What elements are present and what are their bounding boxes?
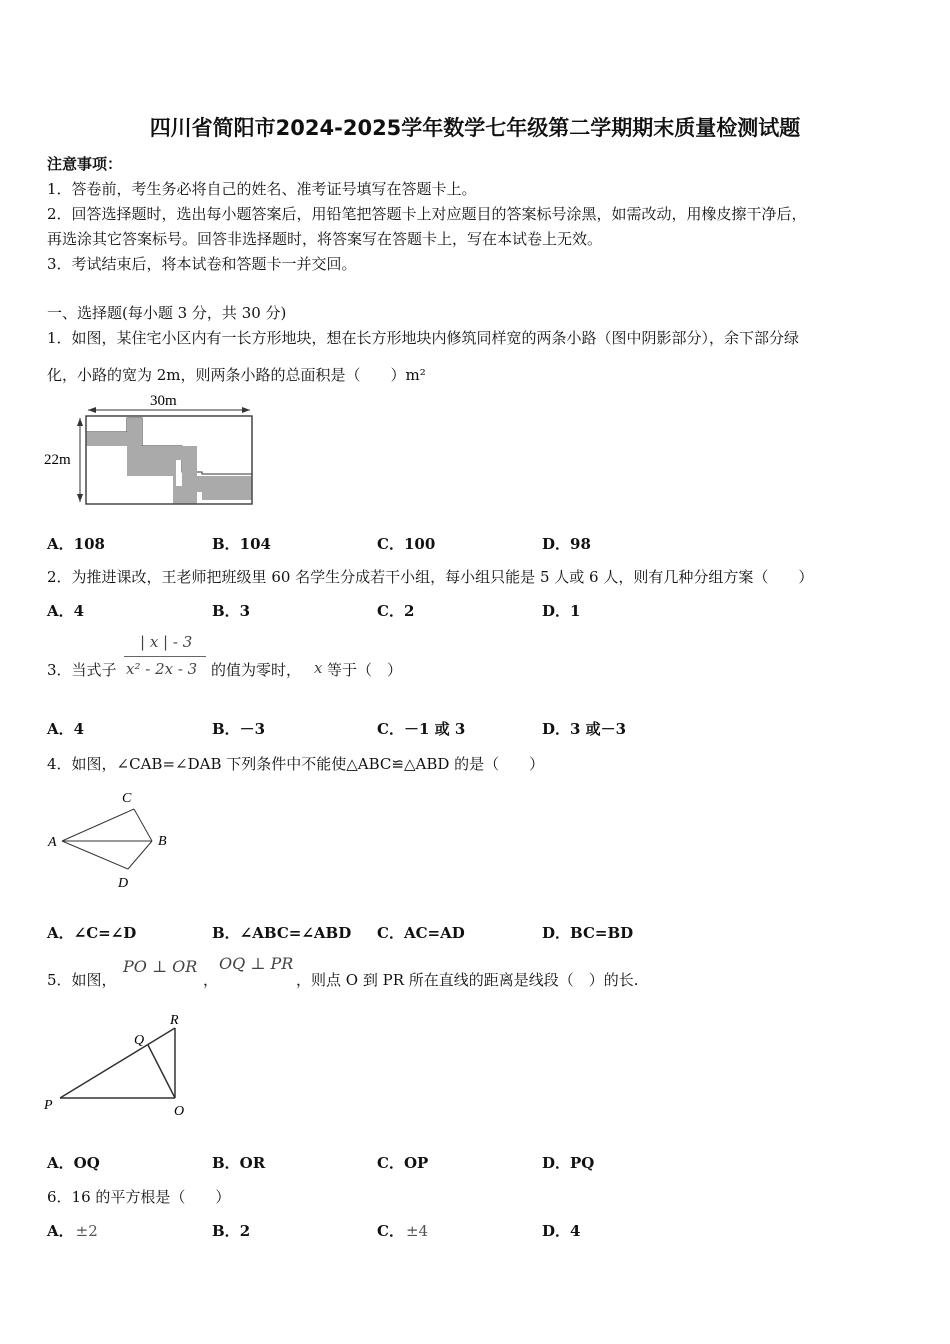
option-value: ±2 (75, 1222, 98, 1240)
option-d (542, 1220, 580, 1241)
notice-item: 3．考试结束后，将本试卷和答题卡一并交回。 (47, 255, 357, 273)
notice-heading: 注意事项： (47, 155, 123, 173)
option-b: B．∠ABC=∠ABD (212, 924, 352, 942)
expr-oq-perp-pr: OQ ⊥ PR (219, 954, 294, 973)
question-1-line1: 1．如图，某住宅小区内有一长方形地块，想在长方形地块内修筑同样宽的两条小路（图中阴影部分），余下部分绿 (47, 329, 800, 347)
label-c: C (122, 791, 132, 806)
option-c: C．100 (377, 535, 436, 553)
option-value: 4 (570, 1222, 581, 1240)
fraction-bar (124, 656, 206, 657)
option-a: A．∠C=∠D (47, 924, 137, 942)
option-d: D．98 (542, 535, 591, 553)
label-o: O (174, 1104, 185, 1119)
question-3-suffix: 的值为零时， (211, 661, 302, 679)
option-c: C．OP (377, 1154, 429, 1172)
expr-po-perp-or: PO ⊥ OR (123, 957, 198, 976)
option-value: 2 (239, 1222, 251, 1240)
fraction-numerator: | x | - 3 (140, 633, 193, 651)
label-d: D (118, 876, 129, 891)
question-3-end: 等于（ ） (327, 661, 403, 679)
section-heading: 一、选择题(每小题 3 分，共 30 分) (47, 304, 287, 322)
option-label: A． (47, 1222, 74, 1240)
option-c: C．2 (377, 602, 415, 620)
option-d: D．3 或－3 (542, 720, 627, 738)
option-a: A．4 (47, 720, 85, 738)
question-5-prefix: 5．如图， (47, 971, 117, 989)
label-r: R (170, 1013, 179, 1028)
label-p: P (44, 1098, 53, 1113)
fraction-denominator: x² - 2x - 3 (126, 660, 198, 678)
question-5-suffix: ，则点 O 到 PR 所在直线的距离是线段（ ）的长. (296, 971, 639, 989)
question-1-figure (42, 388, 262, 513)
question-5-figure (42, 1008, 202, 1123)
option-c: C．－1 或 3 (377, 720, 466, 738)
question-1-line2: 化，小路的宽为 2m，则两条小路的总面积是（ ）m² (47, 366, 426, 384)
option-a: A．OQ (47, 1154, 100, 1172)
option-a: A．108 (47, 535, 105, 553)
option-b (212, 1220, 250, 1241)
option-b: B．104 (212, 535, 271, 553)
notice-item: 2．回答选择题时，选出每小题答案后，用铅笔把答题卡上对应题目的答案标号涂黑，如需改动，用橡皮擦干净后， (47, 205, 807, 223)
option-b: B．OR (212, 1154, 266, 1172)
option-d: D．BC=BD (542, 924, 634, 942)
fig-width-label: 30m (150, 393, 177, 409)
separator: ， (203, 971, 219, 989)
option-value: ±4 (405, 1222, 429, 1240)
label-b: B (158, 834, 167, 849)
label-a: A (48, 835, 57, 850)
option-a (47, 1220, 98, 1241)
option-d: D．1 (542, 602, 581, 620)
option-label: B． (212, 1222, 240, 1240)
notice-item: 再选涂其它答案标号。回答非选择题时，将答案写在答题卡上，写在本试卷上无效。 (47, 230, 603, 248)
label-q: Q (134, 1033, 145, 1048)
option-a: A．4 (47, 602, 85, 620)
option-b: B．3 (212, 602, 251, 620)
option-label: D． (542, 1222, 571, 1240)
notice-item: 1．答卷前，考生务必将自己的姓名、准考证号填写在答题卡上。 (47, 180, 477, 198)
fig-height-label: 22m (44, 452, 71, 468)
question-4: 4．如图，∠CAB=∠DAB 下列条件中不能使△ABC≌△ABD 的是（ ） (47, 755, 545, 773)
option-c: C．AC=AD (377, 924, 465, 942)
page-title: 四川省简阳市2024-2025学年数学七年级第二学期期末质量检测试题 (149, 116, 801, 140)
question-6: 6．16 的平方根是（ ） (47, 1188, 231, 1206)
option-label: C． (377, 1222, 404, 1240)
variable-x: x (314, 659, 323, 677)
question-3-prefix: 3．当式子 (47, 661, 117, 679)
option-c (377, 1220, 428, 1241)
question-4-figure (42, 785, 182, 895)
question-2: 2．为推进课改，王老师把班级里 60 名学生分成若干小组，每小组只能是 5 人或 6 人，则有几种分组方案（ ） (47, 568, 814, 586)
option-b: B．－3 (212, 720, 266, 738)
option-d: D．PQ (542, 1154, 595, 1172)
